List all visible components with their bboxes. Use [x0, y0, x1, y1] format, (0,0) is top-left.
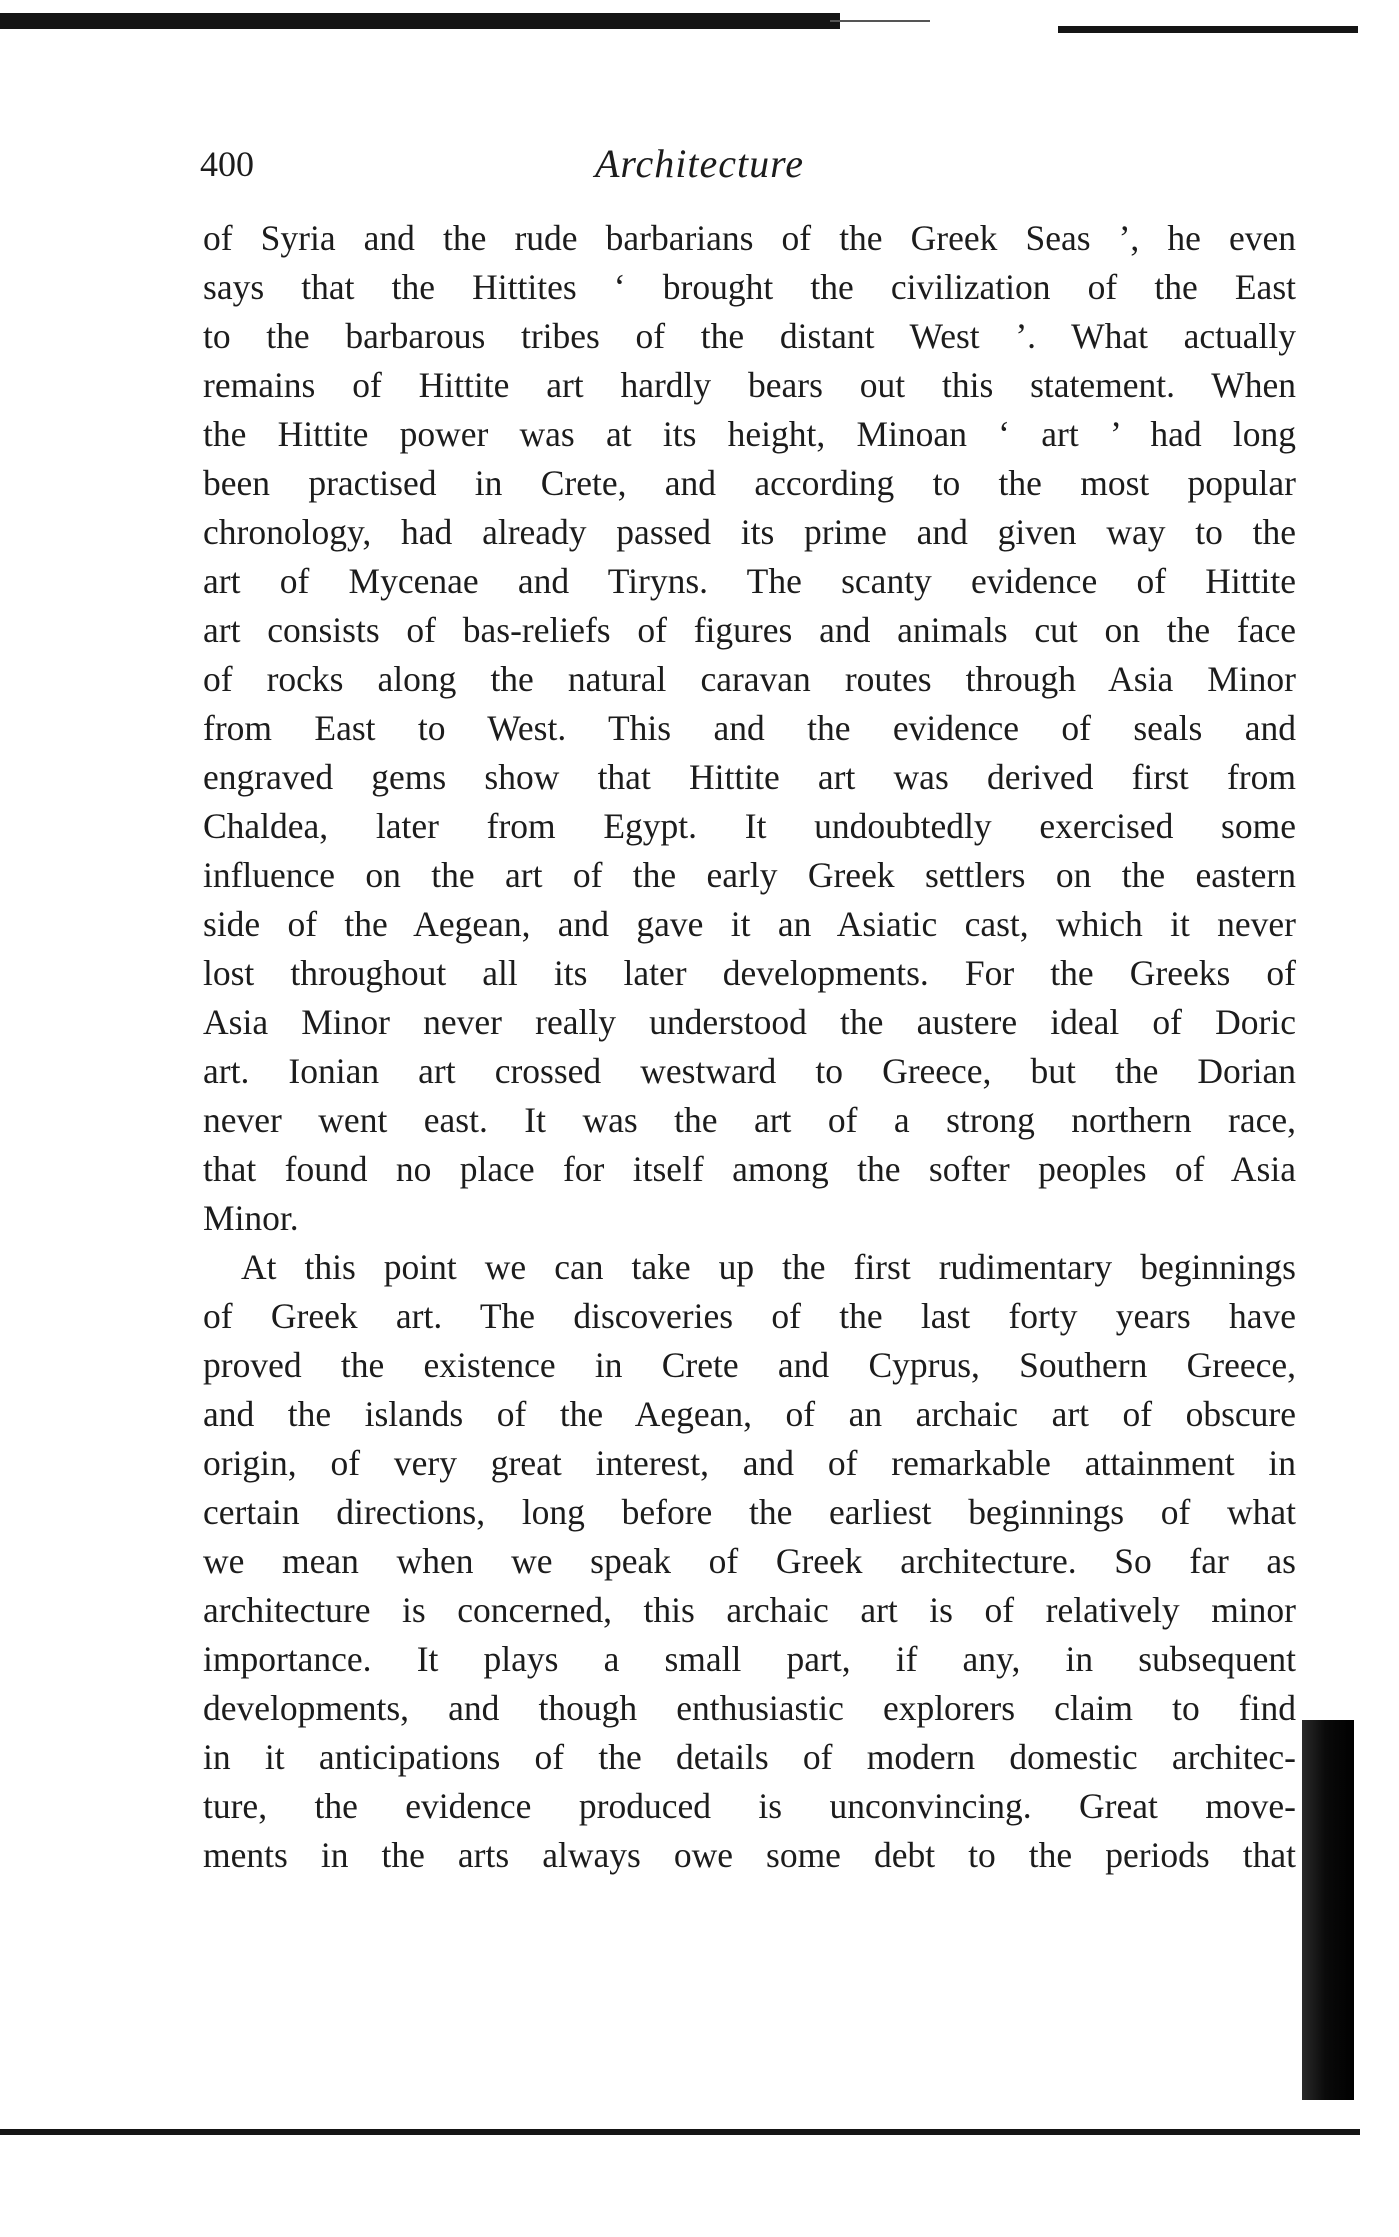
bottom-scan-rule — [0, 2129, 1360, 2135]
text-line: to the barbarous tribes of the distant West ’. What actually — [203, 316, 1296, 356]
text-line: in it anticipations of the details of modern domestic architec- — [203, 1737, 1296, 1777]
text-line: Chaldea, later from Egypt. It undoubtedly exercised some — [203, 806, 1296, 846]
text-line: of Greek art. The discoveries of the last forty years have — [203, 1296, 1296, 1336]
text-line: we mean when we speak of Greek architecture. So far as — [203, 1541, 1296, 1581]
text-line: art. Ionian art crossed westward to Greece, but the Dorian — [203, 1051, 1296, 1091]
text-line: art of Mycenae and Tiryns. The scanty evidence of Hittite — [203, 561, 1296, 601]
text-line: certain directions, long before the earliest beginnings of what — [203, 1492, 1296, 1532]
text-line: origin, of very great interest, and of remarkable attainment in — [203, 1443, 1296, 1483]
text-line: ments in the arts always owe some debt to the periods that — [203, 1835, 1296, 1875]
text-line: At this point we can take up the first rudimentary beginnings — [241, 1247, 1296, 1287]
text-line: lost throughout all its later developments. For the Greeks of — [203, 953, 1296, 993]
text-line: says that the Hittites ‘ brought the civilization of the East — [203, 267, 1296, 307]
page-body — [203, 214, 1296, 1880]
top-scan-rule-thin — [830, 20, 930, 22]
text-line: developments, and though enthusiastic explorers claim to find — [203, 1688, 1296, 1728]
top-scan-rule-right — [1058, 26, 1358, 33]
text-line: architecture is concerned, this archaic art is of relatively minor — [203, 1590, 1296, 1630]
page-header — [200, 138, 1296, 190]
page-edge-shadow — [1302, 1720, 1354, 2100]
text-line: ture, the evidence produced is unconvincing. Great move- — [203, 1786, 1296, 1826]
text-line: remains of Hittite art hardly bears out this statement. When — [203, 365, 1296, 405]
text-line: never went east. It was the art of a strong northern race, — [203, 1100, 1296, 1140]
text-line: influence on the art of the early Greek settlers on the eastern — [203, 855, 1296, 895]
page-number: 400 — [200, 144, 254, 184]
text-line: from East to West. This and the evidence of seals and — [203, 708, 1296, 748]
text-line: chronology, had already passed its prime and given way to the — [203, 512, 1296, 552]
top-scan-rule — [0, 13, 840, 29]
text-line: importance. It plays a small part, if any, in subsequent — [203, 1639, 1296, 1679]
text-line: of rocks along the natural caravan routes through Asia Minor — [203, 659, 1296, 699]
text-line: of Syria and the rude barbarians of the Greek Seas ’, he even — [203, 218, 1296, 258]
text-line: side of the Aegean, and gave it an Asiatic cast, which it never — [203, 904, 1296, 944]
running-title: Architecture — [595, 141, 804, 186]
text-line: art consists of bas-reliefs of figures and animals cut on the face — [203, 610, 1296, 650]
text-line: that found no place for itself among the softer peoples of Asia — [203, 1149, 1296, 1189]
text-line: the Hittite power was at its height, Minoan ‘ art ’ had long — [203, 414, 1296, 454]
text-line: and the islands of the Aegean, of an archaic art of obscure — [203, 1394, 1296, 1434]
text-line: been practised in Crete, and according to the most popular — [203, 463, 1296, 503]
text-line: engraved gems show that Hittite art was derived first from — [203, 757, 1296, 797]
text-line: proved the existence in Crete and Cyprus, Southern Greece, — [203, 1345, 1296, 1385]
text-line: Minor. — [203, 1198, 299, 1238]
text-line: Asia Minor never really understood the austere ideal of Doric — [203, 1002, 1296, 1042]
